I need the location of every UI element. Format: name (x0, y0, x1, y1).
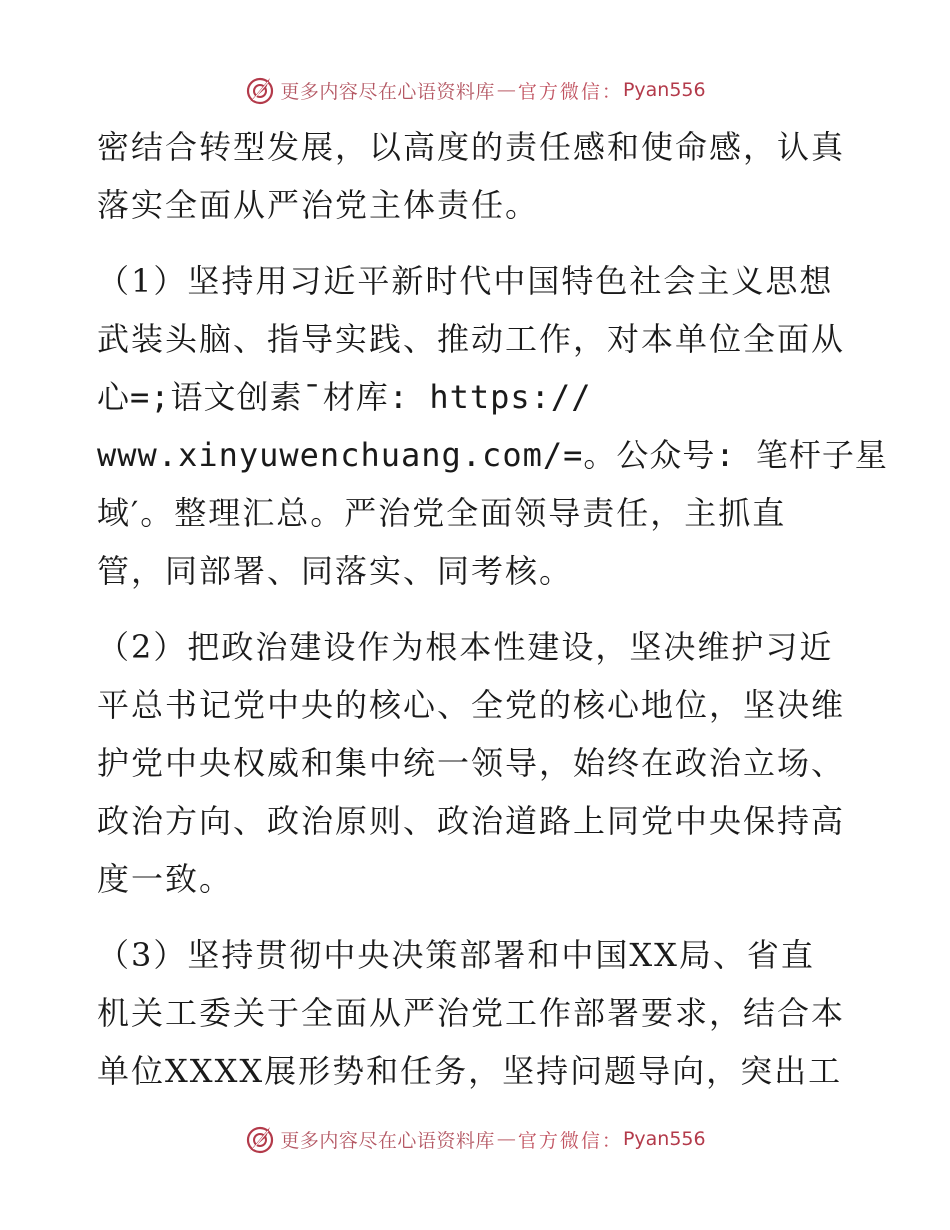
body-line: 管，同部署、同落实、同考核。 (97, 552, 574, 590)
header-watermark-banner (0, 72, 950, 108)
body-line: 护党中央权威和集中统一领导，始终在政治立场、 (97, 744, 846, 782)
footer-watermark-banner (0, 1121, 950, 1157)
body-line: 落实全面从严治党主体责任。 (97, 186, 540, 224)
banner-brand-text: 更多内容尽在心语资料库 (280, 1129, 495, 1152)
body-line: 平总书记党中央的核心、全党的核心地位，坚决维 (97, 686, 846, 724)
body-line: www.xinyuwenchuang.com/=。公众号: 笔杆子星 (97, 436, 888, 474)
banner-dash: — (496, 79, 516, 101)
banner-wechat-label: 官方微信： (517, 80, 623, 103)
body-line: （3）坚持贯彻中央决策部署和中国XX局、省直 (97, 936, 815, 974)
banner-dash: — (496, 1128, 516, 1150)
banner-brand-text: 更多内容尽在心语资料库 (280, 80, 495, 103)
body-line: 单位XXXX展形势和任务，坚持问题导向，突出工 (97, 1052, 843, 1090)
document-body (97, 118, 888, 1100)
body-line: （2）把政治建设作为根本性建设，坚决维护习近 (97, 628, 834, 666)
body-line: 度一致。 (97, 860, 234, 898)
body-line: 心=;语文创素¯材库: https:// (97, 378, 592, 416)
body-line: 武装头脑、指导实践、推动工作，对本单位全面从 (97, 320, 846, 358)
body-line: （1）坚持用习近平新时代中国特色社会主义思想 (97, 262, 834, 300)
banner-wechat-label: 官方微信： (517, 1129, 623, 1152)
quill-feather-logo-icon (244, 74, 276, 106)
quill-feather-logo-icon (244, 1123, 276, 1155)
banner-account-id: Pyan556 (622, 79, 706, 101)
body-line: 机关工委关于全面从严治党工作部署要求，结合本 (97, 994, 846, 1032)
body-line: 域′。整理汇总。严治党全面领导责任，主抓直 (97, 494, 787, 532)
body-line: 密结合转型发展，以高度的责任感和使命感，认真 (97, 128, 846, 166)
body-line: 政治方向、政治原则、政治道路上同党中央保持高 (97, 802, 846, 840)
banner-account-id: Pyan556 (622, 1128, 706, 1150)
